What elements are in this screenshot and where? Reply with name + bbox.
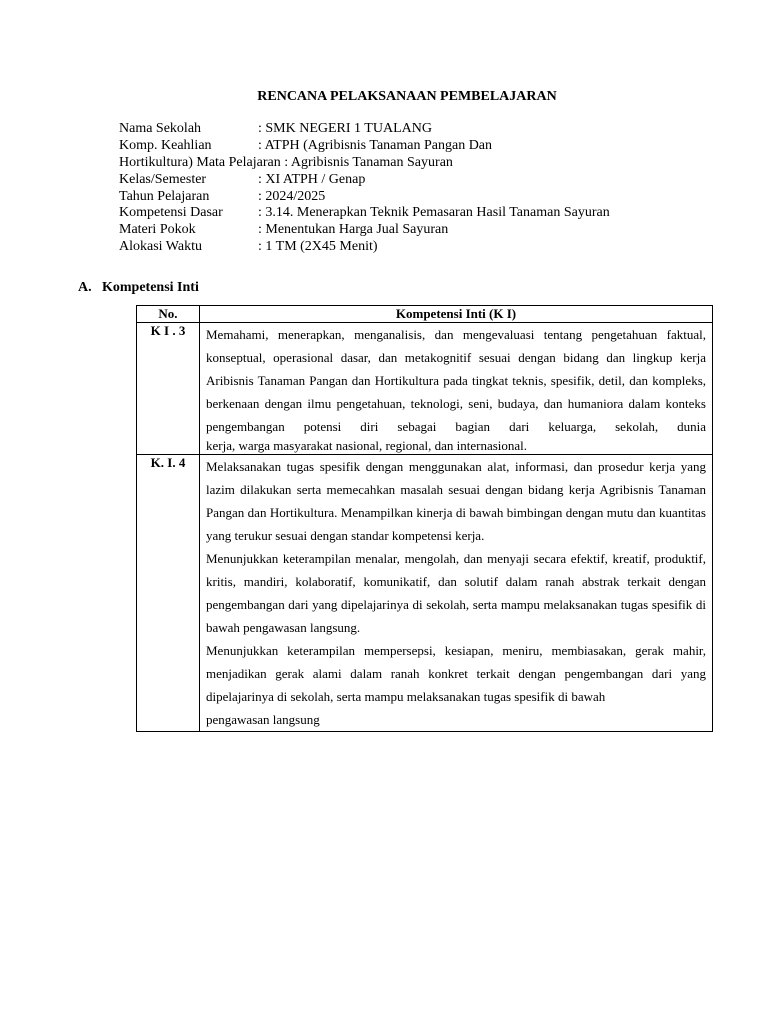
- table-row: [137, 323, 713, 455]
- competence-paragraph: Menunjukkan keterampilan menalar, mengolah, dan menyaji secara efektif, kreatif, produktif, kritis, mandiri, kolaboratif, komunikatif, dan solutif dalam ranah abstrak terkait dengan pengembangan dari yang dipelajarinya di sekolah, serta mampu melaksanakan tugas spesifik di bawah pengawasan langsung.: [206, 551, 706, 635]
- identity-value: : Menentukan Harga Jual Sayuran: [258, 222, 449, 238]
- column-header-competence: Kompetensi Inti (K I): [200, 306, 713, 323]
- competence-paragraph: pengawasan langsung: [206, 712, 320, 727]
- competence-description: [200, 323, 713, 455]
- identity-value: : 1 TM (2X45 Menit): [258, 239, 378, 255]
- competence-paragraph: Melaksanakan tugas spesifik dengan menggunakan alat, informasi, dan prosedur kerja yang lazim dilakukan serta memecahkan masalah sesuai dengan bidang kerja Agribisnis Tanaman Pangan dan Hortikultura. Menampilkan kinerja di bawah bimbingan dengan mutu dan kuantitas yang terukur sesuai dengan standar kompetensi kerja.: [206, 459, 706, 543]
- competence-description: [200, 455, 713, 732]
- identity-label: Kompetensi Dasar: [119, 205, 223, 221]
- identity-label: Alokasi Waktu: [119, 239, 202, 255]
- identity-value: : SMK NEGERI 1 TUALANG: [258, 121, 432, 136]
- identity-value: : 3.14. Menerapkan Teknik Pemasaran Hasil Tanaman Sayuran: [258, 205, 610, 221]
- identity-value: : 2024/2025: [258, 188, 326, 204]
- identity-label: Kelas/Semester: [119, 171, 207, 187]
- identity-label: Hortikultura) Mata Pelajaran : Agribisnis Tanaman Sayuran: [119, 154, 453, 170]
- identity-label: Tahun Pelajaran: [119, 188, 210, 204]
- row-number: K. I. 4: [137, 455, 200, 732]
- identity-label: Komp. Keahlian: [119, 137, 212, 153]
- table-row: [137, 455, 713, 732]
- identity-value: : XI ATPH / Genap: [258, 171, 366, 187]
- competence-paragraph: Memahami, menerapkan, menganalisis, dan mengevaluasi tentang pengetahuan faktual, konseptual, operasional dasar, dan metakognitif sesuai dengan bidang dan lingkup kerja Aribisnis Tanaman Pangan dan Hortikultura pada tingkat teknis, spesifik, detil, dan kompleks, berkenaan dengan ilmu pengetahuan, teknologi, seni, budaya, dan humaniora dalam konteks pengembangan potensi diri sebagai bagian dari keluarga, sekolah, dunia: [206, 327, 706, 434]
- page-title: RENCANA PELAKSANAAN PEMBELAJARAN: [257, 89, 557, 104]
- section-title: Kompetensi Inti: [102, 280, 199, 295]
- identity-label: Materi Pokok: [119, 222, 196, 238]
- section-heading: [78, 279, 199, 297]
- identity-label: Nama Sekolah: [119, 121, 202, 136]
- row-number: K I . 3: [137, 323, 200, 455]
- table-header-row: [137, 306, 713, 323]
- competence-paragraph: kerja, warga masyarakat nasional, regional, dan internasional.: [206, 438, 528, 453]
- column-header-no: No.: [137, 306, 200, 323]
- core-competence-table: [136, 305, 713, 732]
- identity-value: : ATPH (Agribisnis Tanaman Pangan Dan: [258, 137, 493, 153]
- competence-paragraph: Menunjukkan keterampilan mempersepsi, kesiapan, meniru, membiasakan, gerak mahir, menjadikan gerak alami dalam ranah konkret terkait dengan pengembangan dari yang dipelajarinya di sekolah, serta mampu melaksanakan tugas spesifik di bawah: [206, 643, 706, 704]
- section-letter: A.: [78, 280, 92, 295]
